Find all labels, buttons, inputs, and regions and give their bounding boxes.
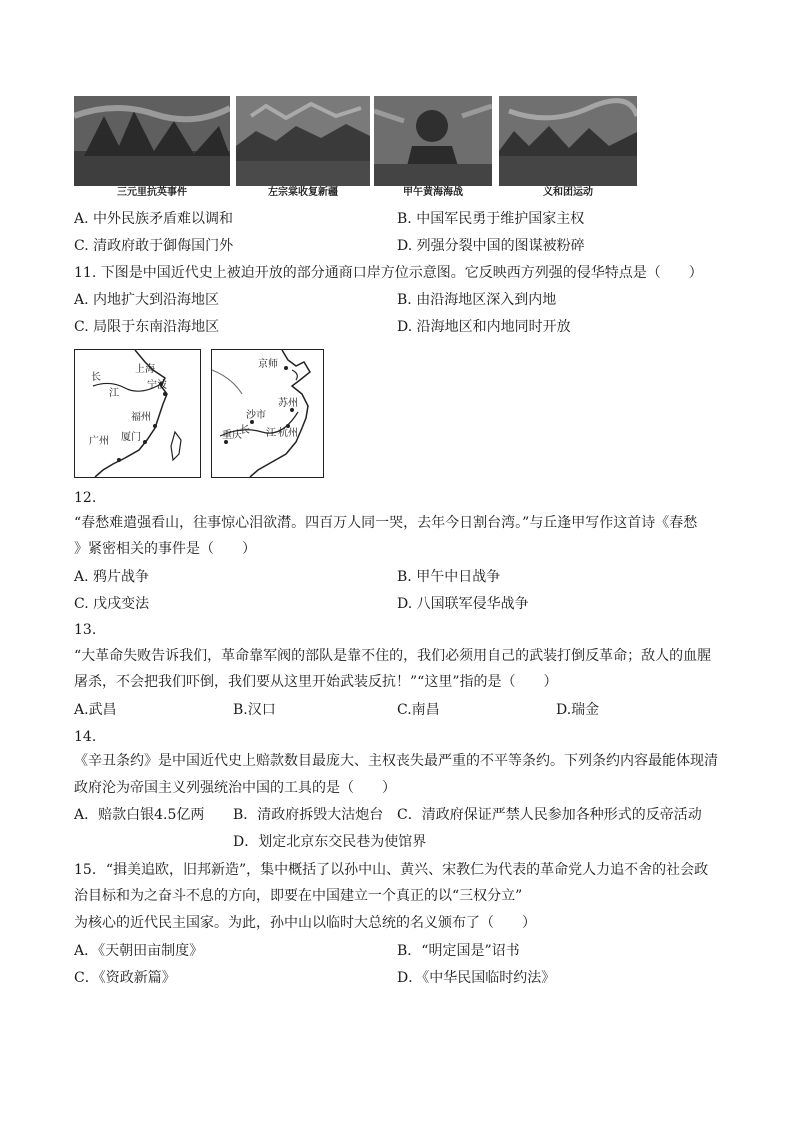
map2-label-chang: 长 bbox=[240, 425, 250, 436]
q15-option-c[interactable]: C．《资政新篇》 bbox=[74, 970, 176, 986]
q15-option-b[interactable]: B．“明定国是”诏书 bbox=[397, 943, 520, 959]
caption-zuozongtang: 左宗棠收复新疆 bbox=[268, 187, 338, 198]
q12-number: 12. bbox=[74, 490, 97, 506]
q10-option-a[interactable]: A. 中外民族矛盾难以调和 bbox=[74, 211, 234, 227]
map2-label-suzhou: 苏州 bbox=[278, 398, 298, 409]
map2-label-jiang: 江 bbox=[266, 428, 276, 439]
map2-label-jingshi: 京师 bbox=[258, 359, 278, 370]
q13-option-c[interactable]: C.南昌 bbox=[397, 702, 440, 718]
q12-option-b[interactable]: B. 甲午中日战争 bbox=[397, 569, 501, 585]
q15-stem-line3: 为核心的近代民主国家。为此，孙中山以临时大总统的名义颁布了（ ） bbox=[74, 915, 536, 931]
q15-stem-line1: 15．“揖美追欧，旧邦新造”，集中概括了以孙中山、黄兴、宋教仁为代表的革命党人力追不舍的社会政 bbox=[74, 862, 709, 878]
q14-option-a[interactable]: A．赔款白银4.5亿两 bbox=[74, 807, 205, 823]
map1-label-ningbo: 宁波 bbox=[147, 380, 167, 391]
q13-option-d[interactable]: D.瑞金 bbox=[556, 702, 600, 718]
map1-label-xiamen: 厦门 bbox=[121, 432, 141, 443]
q15-option-a[interactable]: A．《天朝田亩制度》 bbox=[74, 943, 204, 959]
q14-stem-line1: 《辛丑条约》是中国近代史上赔款数目最庞大、主权丧失最严重的不平等条约。下列条约内容最能体现清 bbox=[74, 753, 718, 769]
q12-stem-line2: 》紧密相关的事件是（ ） bbox=[74, 541, 256, 557]
q14-option-b[interactable]: B．清政府拆毁大沽炮台 bbox=[233, 807, 384, 823]
q13-option-b[interactable]: B.汉口 bbox=[233, 702, 276, 718]
q15-stem-line2: 治目标和为之奋斗不息的方向，即要在中国建立一个真正的以“三权分立” bbox=[74, 888, 523, 904]
map1-label-chang: 长 bbox=[91, 372, 101, 383]
q12-option-a[interactable]: A. 鸦片战争 bbox=[74, 569, 150, 585]
caption-jiawu: 甲午黄海海战 bbox=[403, 187, 463, 198]
photo-jiawu-battle bbox=[374, 96, 492, 186]
q10-option-d[interactable]: D. 列强分裂中国的图谋被粉碎 bbox=[397, 238, 585, 254]
q11-option-a[interactable]: A. 内地扩大到沿海地区 bbox=[74, 292, 220, 308]
map1-label-fuzhou: 福州 bbox=[131, 412, 151, 423]
q13-stem-line2: 屠杀，不会把我们吓倒，我们要从这里开始武装反抗！”“这里”指的是（ ） bbox=[74, 674, 558, 690]
q13-number: 13. bbox=[74, 622, 97, 638]
q11-option-c[interactable]: C. 局限于东南沿海地区 bbox=[74, 319, 220, 335]
caption-yihetuan: 义和团运动 bbox=[543, 187, 593, 198]
map2-label-shashi: 沙市 bbox=[246, 410, 266, 421]
q14-number: 14. bbox=[74, 729, 97, 745]
q13-stem-line1: “大革命失败告诉我们，革命靠军阀的部队是靠不住的，我们必须用自己的武装打倒反革命；敌人的血腥 bbox=[74, 648, 712, 664]
q11-option-b[interactable]: B. 由沿海地区深入到内地 bbox=[397, 292, 557, 308]
photo-yihetuan bbox=[499, 96, 637, 186]
map-inland-ports bbox=[211, 349, 324, 478]
map2-label-hangzhou: 杭州 bbox=[278, 428, 298, 439]
q14-option-c[interactable]: C．清政府保证严禁人民参加各种形式的反帝活动 bbox=[397, 807, 702, 823]
q14-stem-line2: 政府沦为帝国主义列强统治中国的工具的是（ ） bbox=[74, 780, 396, 796]
caption-sanyuanli: 三元里抗英事件 bbox=[117, 187, 187, 198]
q10-option-b[interactable]: B. 中国军民勇于维护国家主权 bbox=[397, 211, 585, 227]
map1-label-jiang: 江 bbox=[109, 388, 119, 399]
q12-option-d[interactable]: D. 八国联军侵华战争 bbox=[397, 596, 529, 612]
map2-label-chongqing: 重庆 bbox=[222, 430, 242, 441]
map-coastal-ports bbox=[74, 349, 201, 478]
q11-option-d[interactable]: D. 沿海地区和内地同时开放 bbox=[397, 319, 571, 335]
q11-stem: 11. 下图是中国近代史上被迫开放的部分通商口岸方位示意图。它反映西方列强的侵华特点是（ ） bbox=[74, 265, 703, 281]
q10-option-c[interactable]: C. 清政府敢于御侮国门外 bbox=[74, 238, 234, 254]
photo-zuozongtang bbox=[236, 96, 370, 186]
q14-option-d[interactable]: D．划定北京东交民巷为使馆界 bbox=[233, 834, 427, 850]
q15-option-d[interactable]: D．《中华民国临时约法》 bbox=[397, 970, 556, 986]
map1-label-shanghai: 上海 bbox=[135, 364, 155, 375]
map1-label-guangzhou: 广州 bbox=[89, 436, 109, 447]
q13-option-a[interactable]: A.武昌 bbox=[74, 702, 117, 718]
q12-option-c[interactable]: C. 戊戌变法 bbox=[74, 596, 150, 612]
photo-sanyuanli bbox=[74, 96, 230, 186]
q12-stem-line1: “春愁难遣强看山，往事惊心泪欲潸。四百万人同一哭，去年今日割台湾。”与丘逢甲写作这首诗《春愁 bbox=[74, 515, 698, 531]
